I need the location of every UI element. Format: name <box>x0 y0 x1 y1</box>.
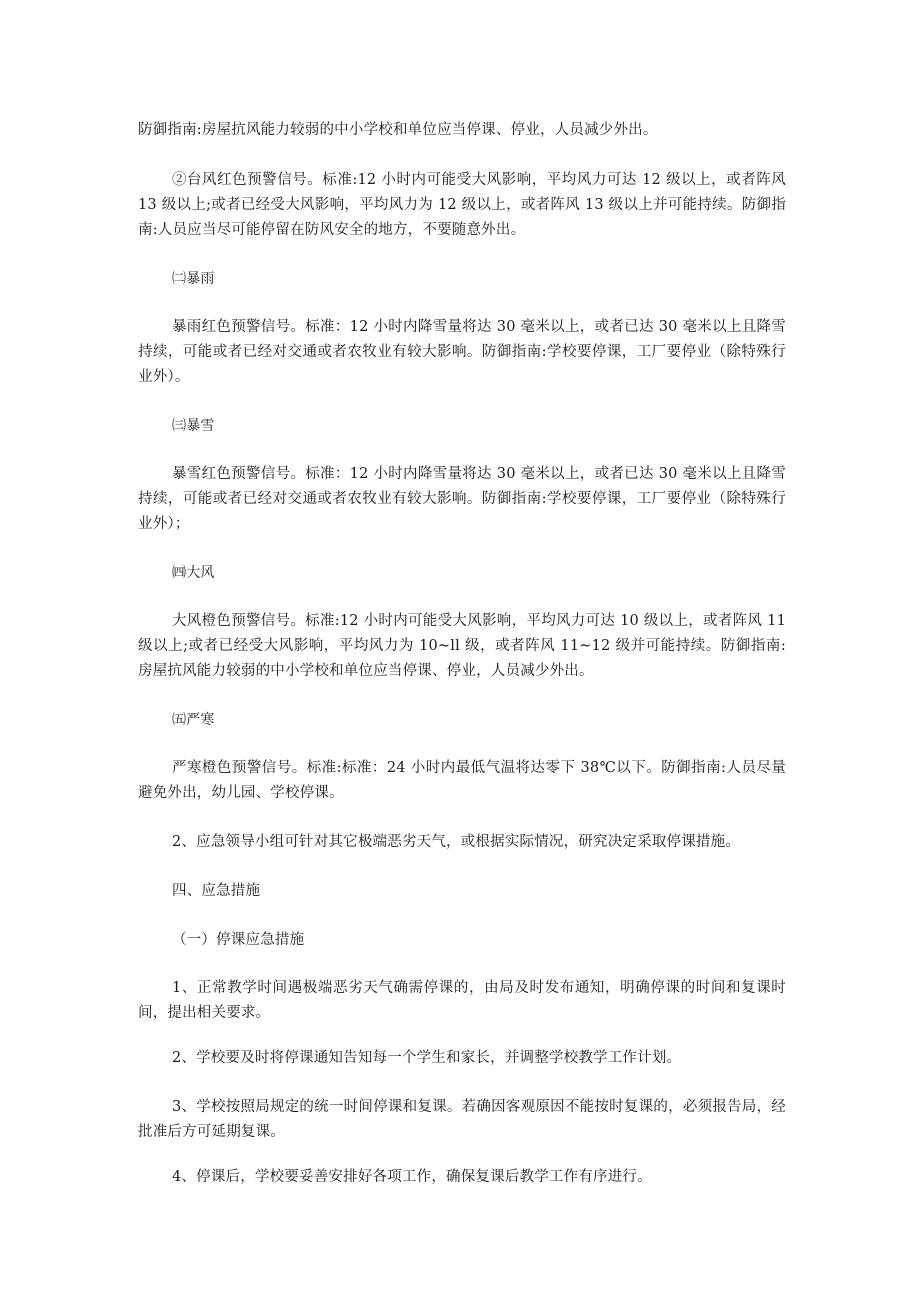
paragraph-measure-4: 4、停课后，学校要妥善安排好各项工作，确保复课后教学工作有序进行。 <box>172 1169 652 1185</box>
subsection-heading-class-suspension: （一）停课应急措施 <box>172 932 305 948</box>
paragraph-typhoon-red-signal: ②台风红色预警信号。标准:12 小时内可能受大风影响，平均风力可达 12 级以上，或者阵风 13 级以上;或者已经受大风影响，平均风力为 12 级以上，或者阵风 13 级以上并可能持续。防御指南:人员应当尽可能停留在防风安全的地方，不要随意外出。 <box>138 172 786 238</box>
paragraph-gale-orange-signal: 大风橙色预警信号。标准:12 小时内可能受大风影响，平均风力可达 10 级以上，或者阵风 11 级以上;或者已经受大风影响，平均风力为 10~ll 级，或者阵风 11~12 级并可能持续。防御指南:房屋抗风能力较弱的中小学校和单位应当停课、停业，人员减少外出。 <box>138 613 786 679</box>
heading-gale: ㈣大风 <box>172 565 215 581</box>
paragraph-item-2-other-weather: 2、应急领导小组可针对其它极端恶劣天气，或根据实际情况，研究决定采取停课措施。 <box>172 834 741 850</box>
paragraph-severe-cold-orange-signal: 严寒橙色预警信号。标准:标准：24 小时内最低气温将达零下 38℃以下。防御指南:人员尽量避免外出，幼儿园、学校停课。 <box>138 760 786 801</box>
paragraph-measure-3: 3、学校按照局规定的统一时间停课和复课。若确因客观原因不能按时复课的，必须报告局，经批准后方可延期复课。 <box>138 1099 786 1140</box>
paragraph-measure-1: 1、正常教学时间遇极端恶劣天气确需停课的，由局及时发布通知，明确停课的时间和复课时间，提出相关要求。 <box>138 980 786 1021</box>
heading-snowstorm: ㈢暴雪 <box>172 418 215 434</box>
paragraph-rainstorm-red-signal: 暴雨红色预警信号。标准：12 小时内降雪量将达 30 毫米以上，或者已达 30 毫米以上且降雪持续，可能或者已经对交通或者农牧业有较大影响。防御指南:学校要停课，工厂要停业（除特殊行业外）。 <box>138 319 786 385</box>
heading-rainstorm: ㈡暴雨 <box>172 271 215 287</box>
paragraph-typhoon-orange-guide: 防御指南:房屋抗风能力较弱的中小学校和单位应当停课、停业，人员减少外出。 <box>138 122 658 138</box>
paragraph-snowstorm-red-signal: 暴雪红色预警信号。标准：12 小时内降雪量将达 30 毫米以上，或者已达 30 毫米以上且降雪持续，可能或者已经对交通或者农牧业有较大影响。防御指南:学校要停课，工厂要停业（除特殊行业外）； <box>138 466 786 532</box>
heading-severe-cold: ㈤严寒 <box>172 712 215 728</box>
section-heading-emergency-measures: 四、应急措施 <box>172 883 261 899</box>
paragraph-measure-2: 2、学校要及时将停课通知告知每一个学生和家长，并调整学校教学工作计划。 <box>172 1050 682 1066</box>
